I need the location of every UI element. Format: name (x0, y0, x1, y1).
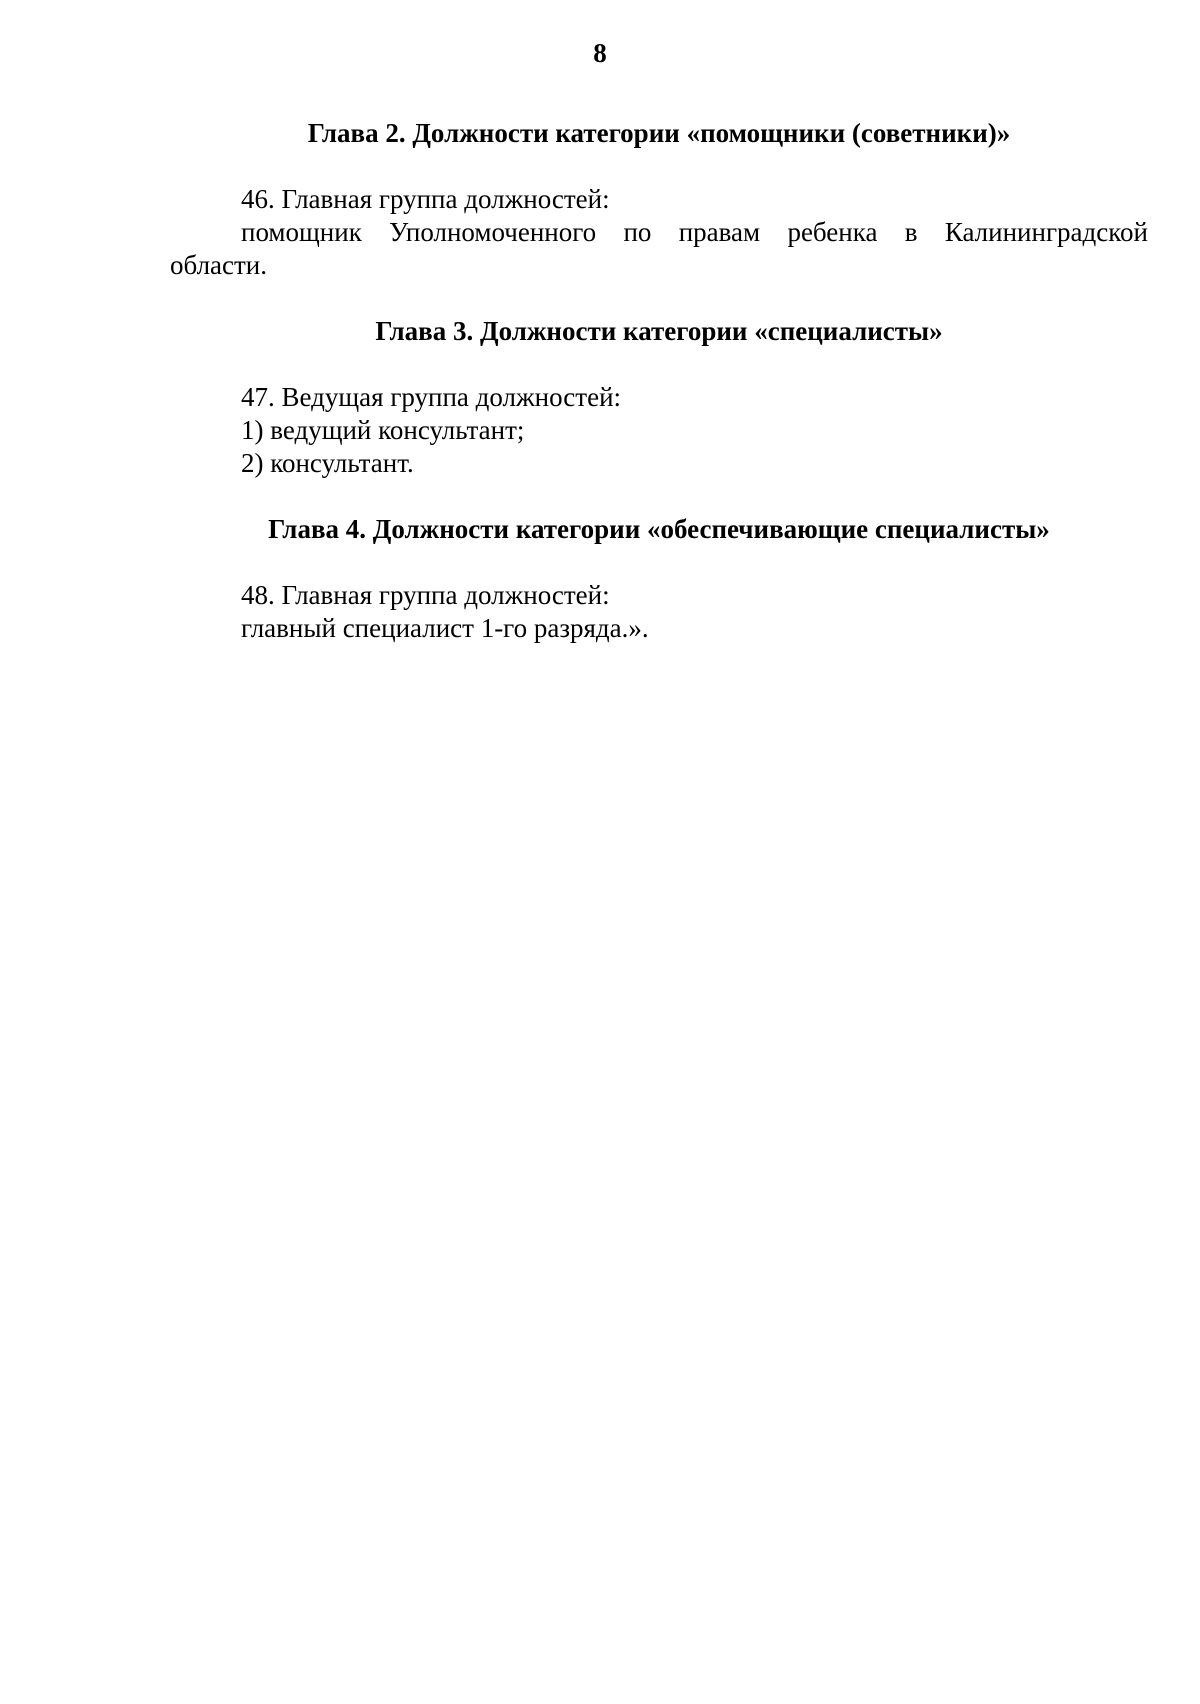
chapter-4-heading: Глава 4. Должности категории «обеспечивающие специалисты» (268, 514, 1050, 544)
word: в (904, 217, 918, 247)
word: Уполномоченного (389, 217, 597, 247)
item-48-text: главный специалист 1-го разряда.». (241, 613, 649, 643)
chapter-2-heading: Глава 2. Должности категории «помощники (советники)» (307, 118, 1011, 148)
word: помощник (241, 217, 362, 247)
item-46-text-end: области. (170, 250, 268, 280)
item-48-title: 48. Главная группа должностей: (241, 580, 610, 610)
item-47-line-1: 1) ведущий консультант; (241, 415, 525, 445)
word: Калининградской (944, 217, 1148, 247)
chapter-3-heading: Глава 3. Должности категории «специалисты» (375, 316, 943, 346)
word: по (623, 217, 652, 247)
item-47-line-2: 2) консультант. (241, 448, 414, 478)
item-46-title: 46. Главная группа должностей: (241, 184, 610, 214)
word: ребенка (787, 217, 878, 247)
word: правам (678, 217, 761, 247)
page-number: 8 (593, 38, 607, 68)
item-46-text-line (241, 217, 1148, 248)
item-47-title: 47. Ведущая группа должностей: (241, 382, 622, 412)
